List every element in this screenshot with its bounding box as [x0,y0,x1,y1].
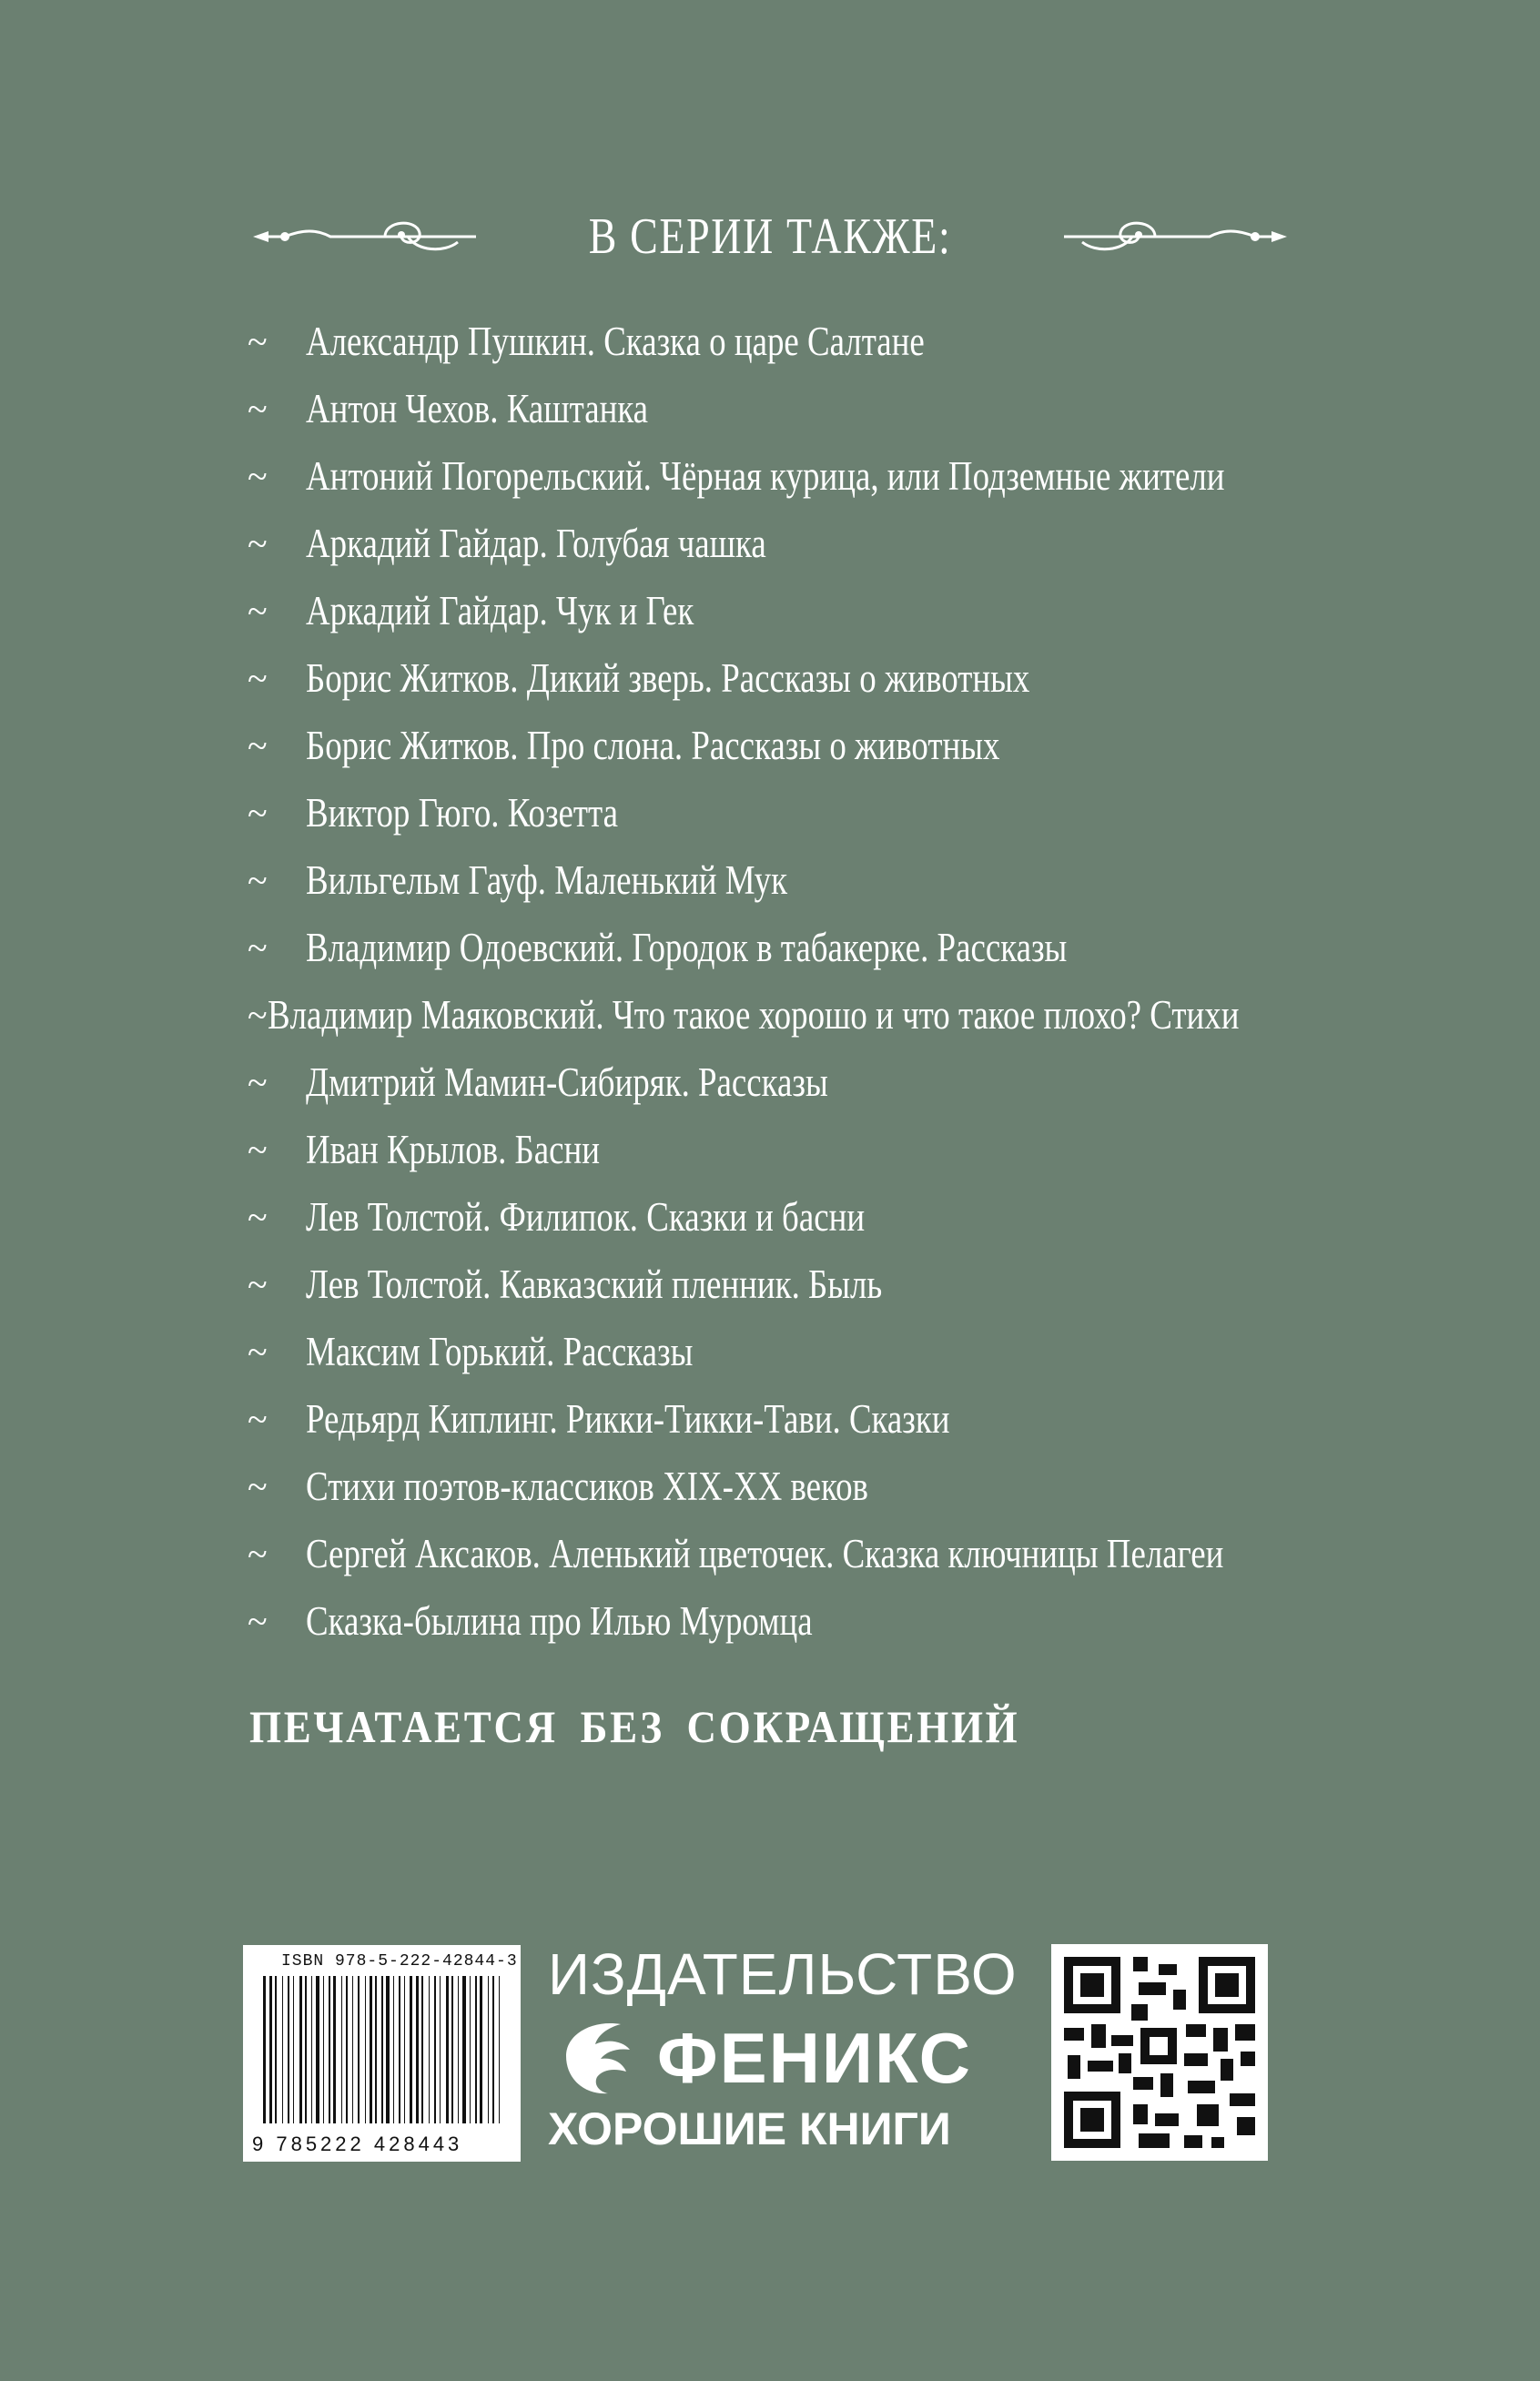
tilde-bullet: ~ [248,590,268,632]
list-item [248,1385,1431,1453]
barcode [243,1945,521,2162]
tilde-bullet: ~ [248,657,268,699]
list-item [248,1049,1431,1116]
tilde-bullet: ~ [248,455,268,497]
book-title: Владимир Одоевский. Городок в табакерке. Рассказы [306,925,1068,970]
tilde-bullet: ~ [248,994,268,1036]
tilde-bullet: ~ [248,1465,268,1507]
tilde-bullet: ~ [248,927,268,968]
list-item [248,510,1431,577]
tilde-bullet: ~ [248,1196,268,1238]
book-title: Борис Житков. Дикий зверь. Рассказы о животных [306,655,1030,701]
list-item [248,981,1431,1049]
tilde-bullet: ~ [248,1600,268,1642]
list-item [248,779,1431,846]
book-title: Максим Горький. Рассказы [306,1329,694,1374]
book-title: Дмитрий Мамин-Сибиряк. Рассказы [306,1059,828,1105]
tilde-bullet: ~ [248,320,268,362]
list-item [248,1587,1431,1655]
list-item [248,1183,1431,1251]
book-title: Аркадий Гайдар. Чук и Гек [306,588,694,633]
book-title: Виктор Гюго. Козетта [306,790,619,836]
tilde-bullet: ~ [248,1533,268,1575]
qr-code [1051,1944,1268,2161]
unabridged-note: ПЕЧАТАЕТСЯ БЕЗ СОКРАЩЕНИЙ [249,1701,1020,1752]
book-title: Редьярд Киплинг. Рикки-Тикки-Тави. Сказки [306,1396,950,1442]
tilde-bullet: ~ [248,1129,268,1170]
list-item [248,1116,1431,1183]
tilde-bullet: ~ [248,1263,268,1305]
book-title: Аркадий Гайдар. Голубая чашка [306,521,766,566]
publisher-slogan: ХОРОШИЕ КНИГИ [548,2103,951,2154]
left-ornament-icon [248,209,485,264]
publisher-block [541,1940,1032,2163]
tilde-bullet: ~ [248,388,268,430]
publisher-name: ФЕНИКС [657,2018,972,2098]
barcode-bars-icon [243,1945,521,2162]
list-item [248,1318,1431,1385]
book-title: Вильгельм Гауф. Маленький Мук [306,857,788,903]
tilde-bullet: ~ [248,792,268,834]
book-title: Иван Крылов. Басни [306,1127,600,1172]
list-item [248,1520,1431,1587]
book-title: Борис Житков. Про слона. Рассказы о животных [306,723,1000,768]
book-title: Лев Толстой. Филипок. Сказки и басни [306,1194,866,1240]
book-title: Владимир Маяковский. Что такое хорошо и что такое плохо? Стихи [267,992,1240,1038]
right-ornament-icon [1055,209,1292,264]
list-item [248,442,1431,510]
list-item [248,644,1431,712]
book-title: Антоний Погорельский. Чёрная курица, или Подземные жители [306,453,1225,499]
book-title: Стихи поэтов-классиков XIX-XX веков [306,1464,868,1509]
list-item [248,846,1431,914]
list-item [248,375,1431,442]
book-title: Сергей Аксаков. Аленький цветочек. Сказка ключницы Пелагеи [306,1531,1224,1576]
book-title: Сказка-былина про Илью Муромца [306,1598,813,1644]
book-title: Антон Чехов. Каштанка [306,386,649,431]
series-list [248,308,1431,1655]
tilde-bullet: ~ [248,724,268,766]
tilde-bullet: ~ [248,1398,268,1440]
tilde-bullet: ~ [248,1061,268,1103]
phoenix-logo-icon [557,2015,648,2097]
tilde-bullet: ~ [248,522,268,564]
isbn-text: ISBN 978-5-222-42844-3 [281,1952,518,1971]
list-item [248,914,1431,981]
list-item [248,1251,1431,1318]
publisher-label: ИЗДАТЕЛЬСТВО [548,1941,1018,2007]
list-item [248,577,1431,644]
qr-code-icon [1051,1944,1268,2161]
book-title: Александр Пушкин. Сказка о царе Салтане [306,319,925,364]
series-header [246,187,1294,287]
tilde-bullet: ~ [248,1331,268,1373]
book-title: Лев Толстой. Кавказский пленник. Быль [306,1261,883,1307]
series-header-title: В СЕРИИ ТАКЖЕ: [588,208,952,265]
tilde-bullet: ~ [248,859,268,901]
list-item [248,308,1431,375]
barcode-digits: 9 785222 428443 [252,2133,463,2155]
list-item [248,1453,1431,1520]
list-item [248,712,1431,779]
